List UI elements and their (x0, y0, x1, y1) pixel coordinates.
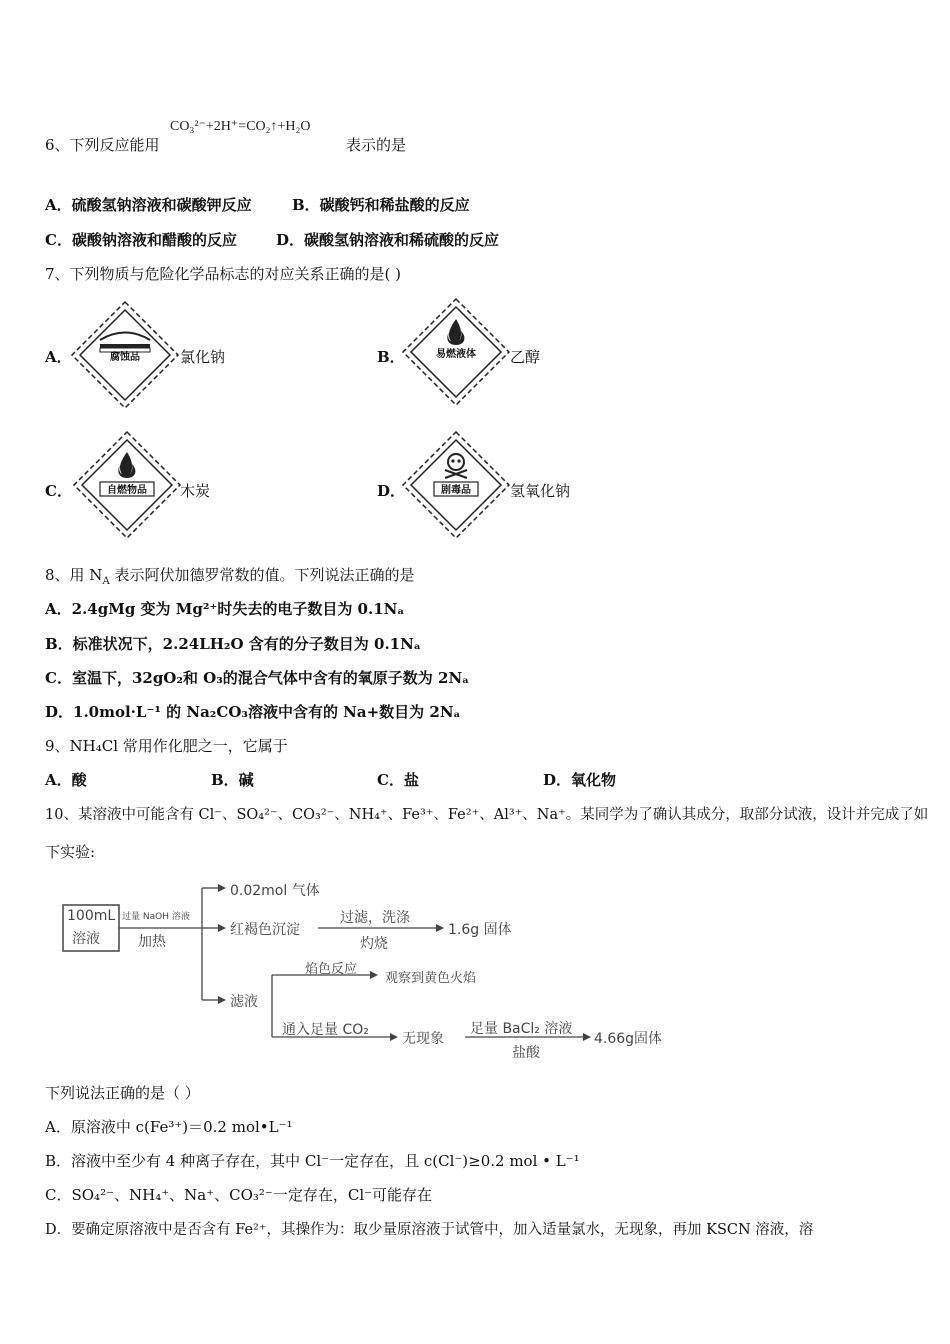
flow-solid-1: 1.6g 固体 (448, 922, 512, 938)
q7-option-d-letter: D． (377, 482, 406, 500)
q6-stem-prefix: 6、下列反应能用 (45, 136, 160, 154)
q7-option-a-letter: A． (45, 348, 72, 366)
combustion-sign-label: 自燃物品 (107, 485, 147, 496)
flow-start-box-line1: 100mL (67, 908, 116, 924)
q7-option-a-substance: 氯化钠 (180, 348, 226, 366)
q7-option-c-letter: C． (45, 482, 72, 500)
q10-option-d: D．要确定原溶液中是否含有 Fe²⁺，其操作为：取少量原溶液于试管中，加入适量氯水，无现象，再加 KSCN 溶液，溶 (45, 1222, 814, 1238)
flow-precipitate: 红褐色沉淀 (230, 922, 300, 938)
flow-hcl: 盐酸 (512, 1045, 540, 1061)
q10-option-a: A．原溶液中 c(Fe³⁺)＝0.2 mol•L⁻¹ (45, 1118, 293, 1136)
q8-stem: 8、用 $N_A$ 表示阿伏加德罗常数的值。下列说法正确的是 (45, 566, 415, 587)
flow-start-box-line2: 溶液 (72, 931, 100, 947)
q7-option-c-substance: 木炭 (180, 482, 211, 500)
q10-option-c: C．SO₄²⁻、NH₄⁺、Na⁺、CO₃²⁻一定存在，Cl⁻可能存在 (45, 1186, 433, 1204)
q7-option-d-substance: 氢氧化钠 (510, 482, 571, 500)
toxic-hazard-sign (401, 430, 511, 540)
q10-ask: 下列说法正确的是（ ） (45, 1084, 200, 1102)
q6-option-d: D．碳酸氢钠溶液和稀硫酸的反应 (276, 231, 500, 249)
q6-stem-suffix: 表示的是 (346, 136, 407, 154)
flow-bacl2: 足量 BaCl₂ 溶液 (470, 1021, 573, 1037)
flow-yellow-flame: 观察到黄色火焰 (385, 971, 477, 986)
q10-option-b: B．溶液中至少有 4 种离子存在，其中 Cl⁻一定存在，且 c(Cl⁻)≥0.2 mol • L⁻¹ (45, 1152, 580, 1170)
flammable-liquid-sign (401, 297, 511, 407)
q8-option-c: C．室温下，32gO₂和 O₃的混合气体中含有的氧原子数为 2Nₐ (45, 669, 470, 687)
q9-option-c: C．盐 (377, 771, 419, 789)
flow-reagent: 过量 NaOH 溶液 (122, 912, 190, 922)
q7-option-b-letter: B． (377, 348, 405, 366)
flow-burn: 灼烧 (360, 936, 388, 952)
q6-option-a: A．硫酸氢钠溶液和碳酸钾反应 (45, 196, 252, 214)
flow-solid-2: 4.66g固体 (594, 1031, 663, 1047)
flow-heat: 加热 (138, 934, 166, 950)
q6-option-b: B．碳酸钙和稀盐酸的反应 (292, 196, 470, 214)
q8-option-d: D．1.0mol·L⁻¹ 的 Na₂CO₃溶液中含有的 Na+数目为 2Nₐ (45, 703, 461, 721)
spontaneous-combustion-sign (72, 430, 182, 540)
q6-equation: CO₃²⁻+2H⁺=CO₂↑+H₂O (170, 119, 311, 134)
q9-option-b: B．碱 (211, 771, 254, 789)
q10-stem-line2: 下实验: (45, 843, 96, 861)
q9-option-a: A．酸 (45, 771, 87, 789)
q9-option-d: D．氧化物 (543, 771, 617, 789)
flow-co2: 通入足量 CO₂ (282, 1022, 369, 1038)
flow-no-change: 无现象 (402, 1031, 444, 1047)
q7-option-b-substance: 乙醇 (510, 348, 541, 366)
q8-option-b: B．标准状况下，2.24LH₂O 含有的分子数目为 0.1Nₐ (45, 635, 421, 653)
experiment-flow-diagram (60, 875, 690, 1070)
flow-filtrate: 滤液 (230, 994, 258, 1010)
q9-stem: 9、NH₄Cl 常用作化肥之一，它属于 (45, 737, 288, 755)
q10-stem-line1: 10、某溶液中可能含有 Cl⁻、SO₄²⁻、CO₃²⁻、NH₄⁺、Fe³⁺、Fe²⁺、Al³⁺、Na⁺。某同学为了确认其成分，取部分试液，设计并完成了如 (45, 807, 929, 823)
flammable-sign-label: 易燃液体 (436, 349, 476, 360)
flow-filter: 过滤，洗涤 (340, 910, 410, 926)
corrosive-hazard-sign (70, 300, 180, 410)
flow-flame-test: 焰色反应 (305, 962, 358, 977)
corrosive-sign-label: 腐蚀品 (110, 352, 140, 363)
q6-option-c: C．碳酸钠溶液和醋酸的反应 (45, 231, 237, 249)
flow-gas: 0.02mol 气体 (230, 883, 320, 899)
q7-stem: 7、下列物质与危险化学品标志的对应关系正确的是( ) (45, 265, 402, 283)
toxic-sign-label: 剧毒品 (441, 485, 471, 496)
q8-option-a: A．2.4gMg 变为 Mg²⁺时失去的电子数目为 0.1Nₐ (45, 600, 405, 618)
